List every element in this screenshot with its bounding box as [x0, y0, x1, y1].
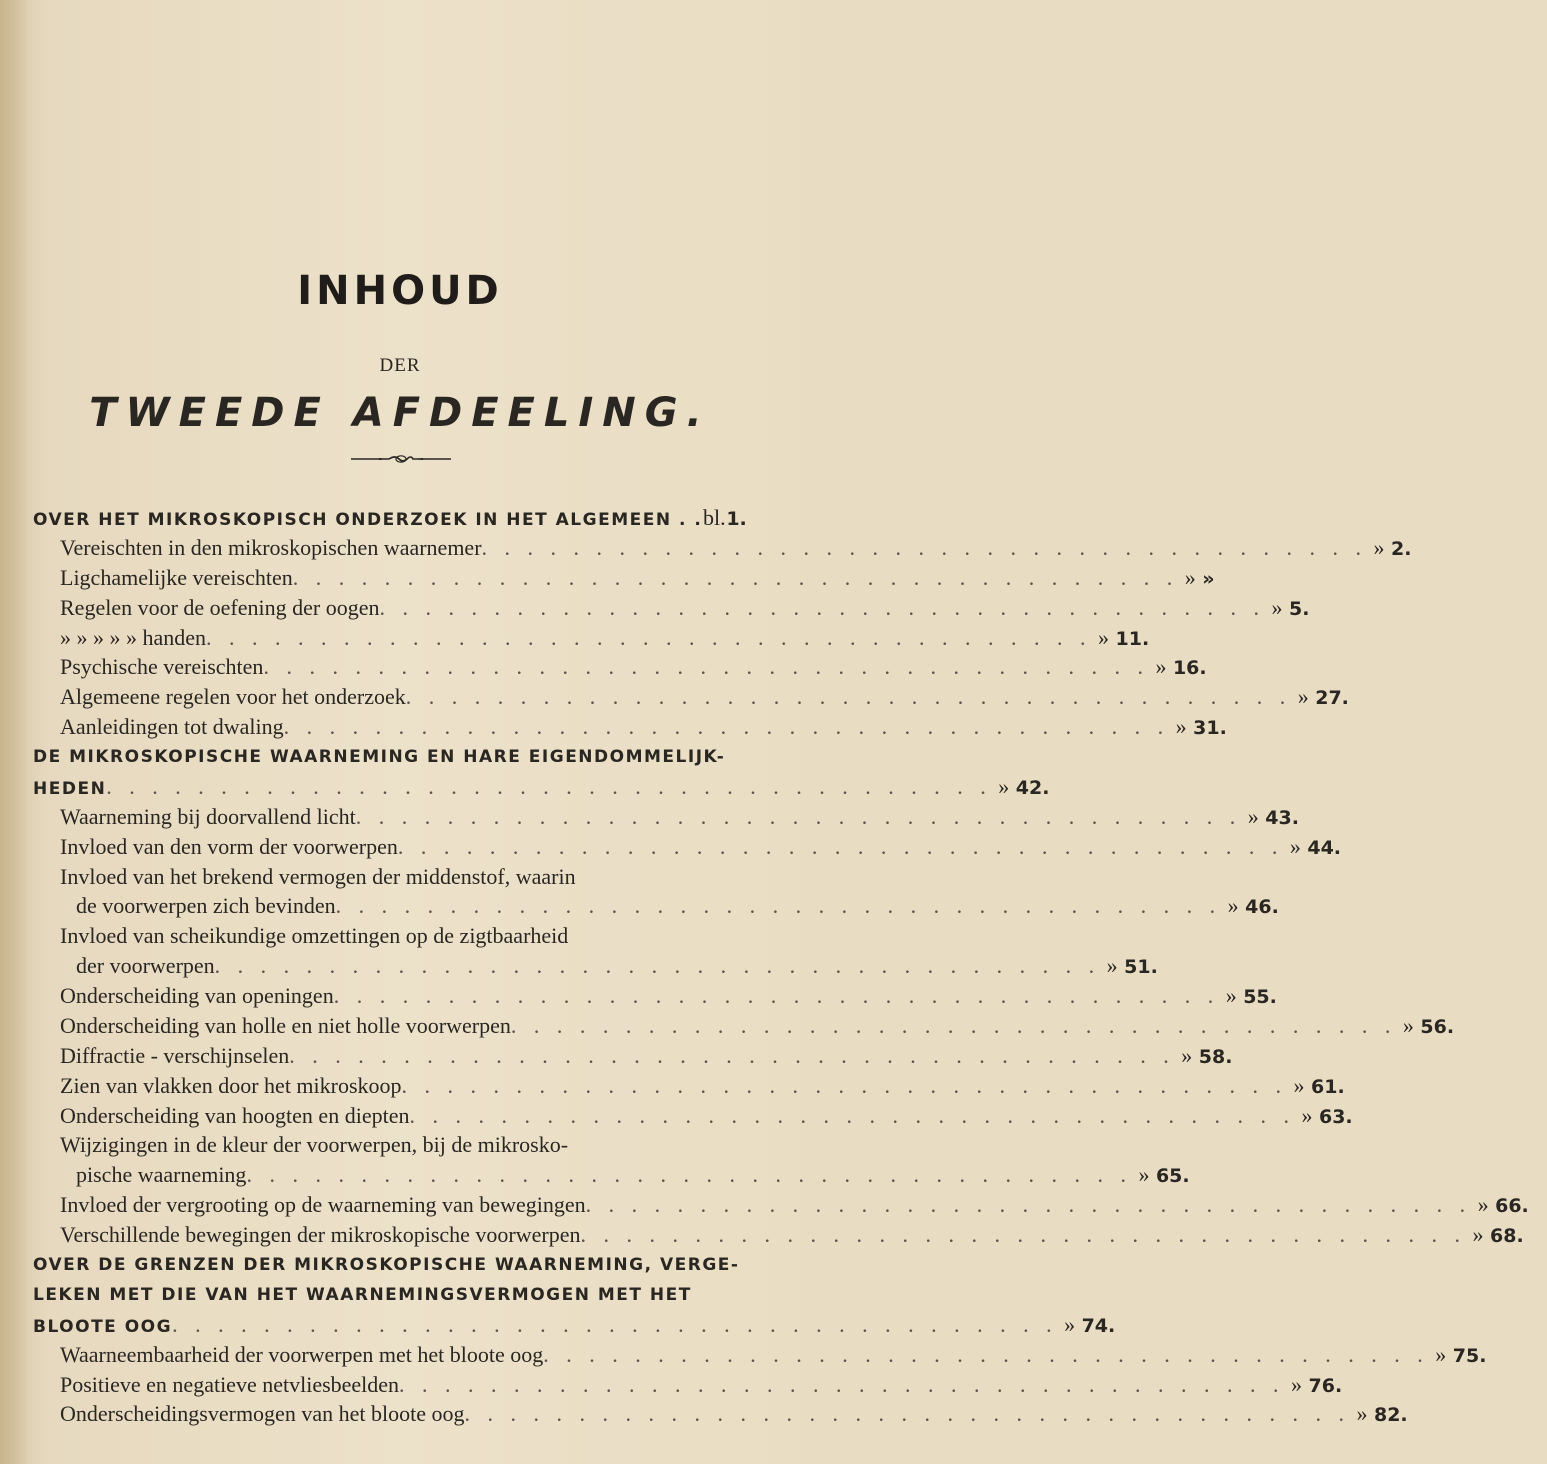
page-number: 5.: [1289, 598, 1310, 620]
entry-text: Waarneming bij doorvallend licht: [60, 804, 356, 829]
page-number: 75.: [1452, 1345, 1487, 1367]
page-number: 82.: [1373, 1404, 1408, 1426]
page-prefix: »: [1098, 625, 1110, 650]
leader-dots: . . . . . . . . . . . . . . . . . . . . . . . . . . . . . . . . . . . . . . .: [283, 714, 1170, 739]
entry-text: Onderscheiding van holle en niet holle voorwerpen: [60, 1013, 511, 1038]
entry-text: » » » » » handen: [60, 625, 207, 650]
entry-text: Onderscheiding van openingen: [60, 983, 334, 1008]
page-number: 65.: [1155, 1165, 1190, 1187]
page-number: 1.: [726, 508, 747, 530]
page-number: 63.: [1318, 1106, 1353, 1128]
page-prefix: »: [1064, 1312, 1076, 1337]
entry-text: BLOOTE OOG: [33, 1317, 173, 1337]
leader-dots: . . . . . . . . . . . . . . . . . . . . . . . . . . . . . . . . . . . . . . .: [289, 1043, 1175, 1068]
leader-dots: . . . . . . . . . . . . . . . . . . . . . . . . . . . . . . . . . . . . . . .: [333, 983, 1220, 1008]
leader-dots: . . . . . . . . . . . . . . . . . . . . . . . . . . . . . . . . . . . . . . .: [355, 804, 1242, 829]
entry-text: Aanleidingen tot dwaling: [60, 714, 284, 739]
leader-dots: . . . . . . . . . . . . . . . . . . . . . . . . . . . . . . . . . . . . . . .: [543, 1342, 1429, 1367]
leader-dots: . . . . . . . . . . . . . . . . . . . . . . . . . . . . . . . . . . . . . . .: [263, 654, 1149, 679]
page-prefix: »: [1227, 893, 1239, 918]
page-subtitle: DER: [379, 355, 421, 376]
page-number: 42.: [1015, 777, 1050, 799]
page-number: 76.: [1308, 1375, 1343, 1397]
entry-text: der voorwerpen: [76, 953, 215, 978]
page-prefix: bl.: [703, 505, 726, 530]
entry-text: Verschillende bewegingen der mikroskopische voorwerpen: [60, 1222, 581, 1247]
page-prefix: »: [1181, 1043, 1193, 1068]
entry-text: Invloed van den vorm der voorwerpen: [60, 834, 398, 859]
entry-text: Onderscheiding van hoogten en diepten: [60, 1103, 410, 1128]
page-number: 51.: [1124, 956, 1158, 978]
entry-text: de voorwerpen zich bevinden: [76, 893, 336, 918]
entry-text: Psychische vereischten: [60, 654, 264, 679]
leader-dots: . . . . . . . . . . . . . . . . . . . . . . . . . . . . . . . . . . . . . . .: [246, 1162, 1132, 1187]
leader-dots: . . . . . . . . . . . . . . . . . . . . . . . . . . . . . . . . . . . . . . .: [481, 535, 1368, 560]
entry-text: Zien van vlakken door het mikroskoop: [60, 1073, 402, 1098]
page-prefix: »: [1356, 1401, 1368, 1426]
page-number: 46.: [1245, 896, 1279, 918]
page-prefix: »: [998, 774, 1010, 799]
page-title: INHOUD: [297, 268, 503, 314]
entry-text: HEDEN: [33, 779, 107, 799]
page-number: 74.: [1081, 1315, 1116, 1337]
entry-text: Algemeene regelen voor het onderzoek: [60, 684, 406, 709]
page-prefix: »: [1435, 1342, 1447, 1367]
page-number: 11.: [1115, 628, 1150, 650]
leader-dots: . . . . . . . . . . . . . . . . . . . . . . . . . . . . . . . . . . . . . . .: [292, 565, 1179, 590]
entry-text: Vereischten in den mikroskopischen waarnemer: [60, 535, 482, 560]
page-number: 2.: [1391, 538, 1412, 560]
entry-text-line: Invloed van scheikundige omzettingen op de zigtbaarheid: [60, 923, 569, 948]
entry-text: Positieve en negatieve netvliesbeelden: [60, 1372, 400, 1397]
page-prefix: »: [1225, 983, 1237, 1008]
leader-dots: . . . . . . . . . . . . . . . . . . . . . . . . . . . . . . . . . . . . . . .: [397, 834, 1284, 859]
chapter-heading-line: LEKEN MET DIE VAN HET WAARNEMINGSVERMOGEN MET HET: [33, 1285, 692, 1305]
page-prefix: »: [1402, 1013, 1414, 1038]
leader-dots: . . . . . . . . . . . . . . . . . . . . . . . . . . . . . . . . . . . . . . .: [399, 1372, 1285, 1397]
leader-dots: . . . . . . . . . . . . . . . . . . . . . . . . . . . . . . . . . . . . . . .: [585, 1192, 1472, 1217]
chapter-heading-line: DE MIKROSKOPISCHE WAARNEMING EN HARE EIGENDOMMELIJK-: [33, 747, 726, 767]
page-prefix: »: [1301, 1103, 1313, 1128]
page-prefix: »: [1373, 535, 1385, 560]
page-number: 43.: [1265, 807, 1299, 829]
entry-text-line: Wijzigingen in de kleur der voorwerpen, bij de mikrosko-: [60, 1132, 569, 1157]
page-prefix: »: [1289, 834, 1301, 859]
page-prefix: »: [1175, 714, 1187, 739]
page-prefix: »: [1247, 804, 1259, 829]
section-title: TWEEDE AFDEELING.: [89, 390, 711, 436]
chapter-heading-line: OVER DE GRENZEN DER MIKROSKOPISCHE WAARNEMING, VERGE-: [33, 1255, 740, 1275]
leader-dots: . . . . . . . . . . . . . . . . . . . . . . . . . . . . . . . . . . . . . . .: [510, 1013, 1397, 1038]
page-prefix: »: [1106, 953, 1118, 978]
leader-dots: . . . . . . . . . . . . . . . . . . . . . . . . . . . . . . . . . . . . . . .: [464, 1401, 1350, 1426]
leader-dots: . . . . . . . . . . . . . . . . . . . . . . . . . . . . . . . . . . . . . . .: [580, 1222, 1467, 1247]
page-prefix: »: [1184, 565, 1196, 590]
toc-entry: [60, 1396, 1408, 1432]
leader-dots: . . . . . . . . . . . . . . . . . . . . . . . . . . . . . . . . . . . . . . .: [172, 1312, 1058, 1337]
leader-dots: . . . . . . . . . . . . . . . . . . . . . . . . . . . . . . . . . . . . . . .: [409, 1103, 1295, 1128]
leader-dots: . . . . . . . . . . . . . . . . . . . . . . . . . . . . . . . . . . . . . . .: [106, 774, 992, 799]
page-number: 68.: [1490, 1225, 1524, 1247]
page-number: 55.: [1243, 986, 1277, 1008]
page-prefix: »: [1291, 1372, 1303, 1397]
page-number: »: [1202, 568, 1215, 590]
page-number: 56.: [1420, 1016, 1455, 1038]
leader-dots: . . . . . . . . . . . . . . . . . . . . . . . . . . . . . . . . . . . . . . .: [206, 625, 1092, 650]
page-number: 44.: [1307, 837, 1342, 859]
leader-dots: . . . . . . . . . . . . . . . . . . . . . . . . . . . . . . . . . . . . . . .: [214, 953, 1101, 978]
page-prefix: »: [1271, 595, 1283, 620]
entry-text: Diffractie - verschijnselen: [60, 1043, 290, 1068]
entry-text-line: Invloed van het brekend vermogen der middenstof, waarin: [60, 864, 576, 889]
entry-text: Onderscheidingsvermogen van het bloote oog: [60, 1401, 465, 1426]
page-prefix: »: [1293, 1073, 1305, 1098]
entry-text: Regelen voor de oefening der oogen: [60, 595, 380, 620]
entry-text: Waarneembaarheid der voorwerpen met het bloote oog: [60, 1342, 544, 1367]
entry-text: OVER HET MIKROSKOPISCH ONDERZOEK IN HET ALGEMEEN . .: [33, 510, 703, 530]
entry-text: pische waarneming: [76, 1162, 247, 1187]
leader-dots: . . . . . . . . . . . . . . . . . . . . . . . . . . . . . . . . . . . . . . .: [405, 684, 1292, 709]
leader-dots: . . . . . . . . . . . . . . . . . . . . . . . . . . . . . . . . . . . . . . .: [401, 1073, 1288, 1098]
page-prefix: »: [1155, 654, 1167, 679]
page-prefix: »: [1138, 1162, 1150, 1187]
leader-dots: . . . . . . . . . . . . . . . . . . . . . . . . . . . . . . . . . . . . . . .: [335, 893, 1222, 918]
leader-dots: . . . . . . . . . . . . . . . . . . . . . . . . . . . . . . . . . . . . . . .: [379, 595, 1265, 620]
page-prefix: »: [1297, 684, 1309, 709]
entry-text: Invloed der vergrooting op de waarneming van bewegingen: [60, 1192, 586, 1217]
page-number: 66.: [1495, 1195, 1529, 1217]
page-number: 16.: [1172, 657, 1207, 679]
page-prefix: »: [1477, 1192, 1489, 1217]
page-number: 31.: [1193, 717, 1227, 739]
page-number: 27.: [1315, 687, 1349, 709]
page-prefix: »: [1472, 1222, 1484, 1247]
entry-text: Ligchamelijke vereischten: [60, 565, 293, 590]
page-number: 61.: [1311, 1076, 1345, 1098]
page-number: 58.: [1198, 1046, 1233, 1068]
